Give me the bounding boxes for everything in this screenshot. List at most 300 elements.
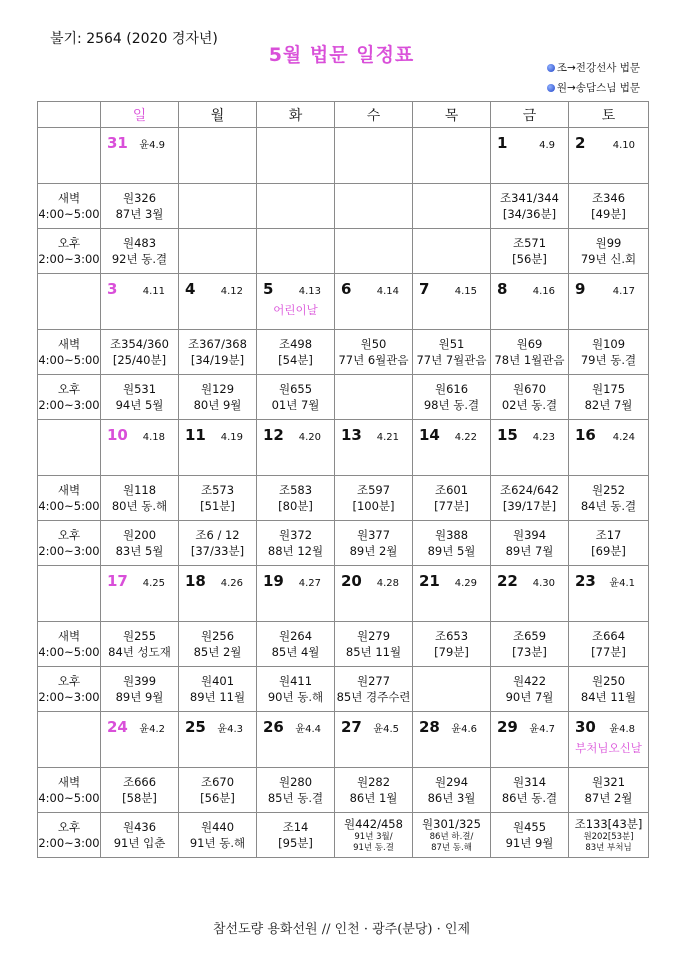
dawn-row (38, 476, 649, 521)
talk-line: 원250 (591, 674, 626, 688)
talk-line: 85년 4월 (271, 645, 320, 659)
talk-cell (257, 813, 335, 858)
day-number: 27 (341, 718, 362, 736)
day-cell (413, 712, 491, 768)
day-number: 11 (185, 426, 206, 444)
talk-line: 원372 (278, 528, 313, 542)
talk-cell (569, 622, 649, 667)
day-cell (413, 128, 491, 184)
day-cell (335, 128, 413, 184)
talk-line: 85년 동.결 (267, 791, 324, 805)
talk-line: 원440 (200, 820, 235, 834)
day-head (101, 274, 178, 298)
weekday-header: 금 (491, 102, 569, 128)
pm-row (38, 667, 649, 712)
lunar-date: 4.12 (220, 286, 243, 297)
day-number: 24 (107, 718, 128, 736)
holiday-label: 어린이날 (273, 303, 318, 317)
talk-line: 원277 (356, 674, 391, 688)
talk-line: 조666 (122, 775, 157, 789)
talk-cell (257, 521, 335, 566)
day-cell (491, 274, 569, 330)
talk-line: 85년 2월 (193, 645, 242, 659)
talk-cell (413, 768, 491, 813)
talk-line: 89년 7월 (505, 544, 554, 558)
talk-line: 원455 (512, 820, 547, 834)
talk-cell (413, 476, 491, 521)
talk-cell (179, 375, 257, 420)
talk-line: 원202[53분] (583, 832, 634, 842)
talk-line: 조354/360 (110, 337, 169, 351)
day-head (491, 566, 568, 590)
talk-cell (101, 476, 179, 521)
talk-line: 원109 (591, 337, 626, 351)
day-cell (179, 420, 257, 476)
talk-line: 원394 (512, 528, 547, 542)
weekday-header: 일 (101, 102, 179, 128)
dawn-row (38, 184, 649, 229)
pm-row (38, 375, 649, 420)
day-number: 31 (107, 134, 128, 152)
day-number: 25 (185, 718, 206, 736)
lunar-date: 4.16 (532, 286, 555, 297)
day-cell (257, 128, 335, 184)
talk-cell (335, 375, 413, 420)
talk-cell (491, 184, 569, 229)
day-cell (569, 274, 649, 330)
talk-cell (101, 330, 179, 375)
pm-row-label (38, 667, 101, 712)
talk-cell (335, 768, 413, 813)
day-head (335, 274, 412, 298)
talk-cell (101, 184, 179, 229)
talk-cell (491, 476, 569, 521)
talk-line: [100분] (352, 499, 395, 513)
talk-line: 80년 동.해 (111, 499, 168, 513)
lunar-date: 4.17 (612, 286, 635, 297)
legend (547, 58, 640, 98)
talk-cell (569, 768, 649, 813)
day-head (491, 128, 568, 152)
talk-line: 89년 2월 (349, 544, 398, 558)
talk-line: 원401 (200, 674, 235, 688)
talk-line: 원129 (200, 382, 235, 396)
talk-cell (335, 521, 413, 566)
talk-line: 90년 동.해 (267, 690, 324, 704)
day-number: 4 (185, 280, 196, 298)
day-head (569, 420, 648, 444)
row-label-line: 2:00~3:00 (38, 544, 100, 558)
legend-label: 조→전강선사 법문 (556, 62, 640, 74)
talk-line: 91년 9월 (505, 836, 554, 850)
talk-cell (101, 229, 179, 274)
legend-item (547, 78, 640, 98)
lunar-date: 4.19 (220, 432, 243, 443)
day-number: 13 (341, 426, 362, 444)
talk-line: 조597 (356, 483, 391, 497)
talk-cell (335, 184, 413, 229)
talk-line: 79년 동.결 (580, 353, 637, 367)
day-cell (413, 274, 491, 330)
day-cell (101, 420, 179, 476)
talk-line: 82년 7월 (584, 398, 633, 412)
talk-line: 원279 (356, 629, 391, 643)
day-head (569, 128, 648, 152)
row-label-line: 새벽 (57, 337, 81, 351)
talk-line: 85년 11월 (345, 645, 402, 659)
talk-line: 원99 (595, 236, 622, 250)
day-number: 8 (497, 280, 508, 298)
talk-line: 원252 (591, 483, 626, 497)
talk-line: 조341/344 (500, 191, 559, 205)
talk-cell (101, 813, 179, 858)
talk-cell (491, 622, 569, 667)
lunar-date: 윤4.5 (373, 724, 399, 735)
day-head (413, 274, 490, 298)
pm-row (38, 229, 649, 274)
day-head (257, 128, 334, 134)
talk-line: 원118 (122, 483, 157, 497)
talk-cell (413, 521, 491, 566)
date-row (38, 420, 649, 476)
talk-line: 84년 동.결 (580, 499, 637, 513)
talk-line: 91년 동.해 (189, 836, 246, 850)
talk-cell (413, 229, 491, 274)
talk-line: [51분] (200, 499, 235, 513)
day-cell (179, 274, 257, 330)
lunar-date: 4.20 (298, 432, 321, 443)
talk-cell (335, 229, 413, 274)
talk-cell (413, 813, 491, 858)
talk-cell (569, 521, 649, 566)
talk-line: [77분] (591, 645, 626, 659)
day-number: 2 (575, 134, 586, 152)
talk-line: [77분] (434, 499, 469, 513)
talk-cell (491, 768, 569, 813)
day-cell (101, 712, 179, 768)
row-label-line: 4:00~5:00 (38, 499, 100, 513)
day-head (257, 420, 334, 444)
talk-line: 80년 9월 (193, 398, 242, 412)
talk-cell (257, 229, 335, 274)
day-cell (491, 128, 569, 184)
row-label-line: 2:00~3:00 (38, 690, 100, 704)
day-head (257, 274, 334, 298)
talk-line: [95분] (278, 836, 313, 850)
weekday-header-row (38, 102, 649, 128)
talk-cell (335, 476, 413, 521)
day-head (335, 712, 412, 736)
talk-line: 조659 (512, 629, 547, 643)
year-line: 불기: 2564 (2020 경자년) (50, 31, 218, 47)
talk-line: 77년 6월관음 (338, 353, 409, 367)
talk-line: 원314 (512, 775, 547, 789)
lunar-date: 4.10 (612, 140, 635, 151)
day-head (335, 566, 412, 590)
talk-line: 조601 (434, 483, 469, 497)
talk-line: 01년 7월 (271, 398, 320, 412)
talk-cell (335, 330, 413, 375)
talk-line: 83년 부처님 (585, 843, 632, 853)
talk-line: 원616 (434, 382, 469, 396)
lunar-date: 4.13 (298, 286, 321, 297)
talk-line: 89년 9월 (115, 690, 164, 704)
day-number: 30 (575, 718, 596, 736)
lunar-date: 윤4.4 (295, 724, 321, 735)
talk-line: 조367/368 (188, 337, 247, 351)
row-label-empty (38, 128, 101, 184)
day-head (569, 566, 648, 590)
dawn-row (38, 330, 649, 375)
day-head (179, 566, 256, 590)
dawn-row-label (38, 768, 101, 813)
day-number: 9 (575, 280, 586, 298)
talk-line: 원670 (512, 382, 547, 396)
lunar-date: 윤4.8 (609, 724, 635, 735)
lunar-date: 4.29 (454, 578, 477, 589)
talk-line: 89년 11월 (189, 690, 246, 704)
lunar-date: 4.24 (612, 432, 635, 443)
talk-line: 원326 (122, 191, 157, 205)
talk-cell (413, 622, 491, 667)
dawn-row-label (38, 622, 101, 667)
row-label-line: 오후 (57, 382, 81, 396)
day-cell (413, 420, 491, 476)
lunar-date: 4.21 (376, 432, 399, 443)
talk-cell (179, 667, 257, 712)
day-number: 23 (575, 572, 596, 590)
lunar-date: 4.11 (142, 286, 165, 297)
lunar-date: 4.28 (376, 578, 399, 589)
talk-line: 원282 (356, 775, 391, 789)
row-label-line: 2:00~3:00 (38, 252, 100, 266)
day-head (569, 274, 648, 298)
talk-line: 원411 (278, 674, 313, 688)
talk-line: 조653 (434, 629, 469, 643)
talk-cell (491, 229, 569, 274)
day-cell (179, 566, 257, 622)
talk-line: 원436 (122, 820, 157, 834)
row-label-line: 새벽 (57, 629, 81, 643)
talk-line: 91년 3월/ (354, 832, 393, 842)
day-head (413, 128, 490, 134)
legend-item (547, 58, 640, 78)
talk-line: 원255 (122, 629, 157, 643)
talk-line: 91년 입춘 (113, 836, 166, 850)
blue-dot-icon (547, 64, 555, 72)
talk-line: 조346 (591, 191, 626, 205)
dawn-row-label (38, 330, 101, 375)
day-head (179, 420, 256, 444)
pm-row (38, 813, 649, 858)
talk-line: 조498 (278, 337, 313, 351)
pm-row (38, 521, 649, 566)
row-label-line: 새벽 (57, 191, 81, 205)
talk-line: [56분] (512, 252, 547, 266)
talk-line: [58분] (122, 791, 157, 805)
day-number: 6 (341, 280, 352, 298)
talk-cell (569, 330, 649, 375)
talk-line: [80분] (278, 499, 313, 513)
talk-line: 원50 (360, 337, 387, 351)
day-head (413, 566, 490, 590)
talk-line: 77년 7월관음 (416, 353, 487, 367)
day-head (491, 420, 568, 444)
talk-cell (413, 184, 491, 229)
talk-line: 89년 5월 (427, 544, 476, 558)
talk-cell (569, 184, 649, 229)
lunar-date: 4.9 (539, 140, 555, 151)
talk-cell (101, 375, 179, 420)
footer: 참선도량 용화선원 // 인천 · 광주(분당) · 인제 (212, 922, 471, 937)
talk-cell (569, 813, 649, 858)
day-head (179, 128, 256, 134)
day-cell (335, 420, 413, 476)
talk-line: [49분] (591, 207, 626, 221)
talk-line: 원256 (200, 629, 235, 643)
talk-cell (101, 768, 179, 813)
day-cell (335, 274, 413, 330)
row-label-line: 오후 (57, 674, 81, 688)
row-label-line: 2:00~3:00 (38, 398, 100, 412)
talk-cell (335, 622, 413, 667)
day-head (491, 274, 568, 298)
talk-cell (179, 184, 257, 229)
day-number: 28 (419, 718, 440, 736)
day-head (101, 128, 178, 152)
day-cell (335, 712, 413, 768)
talk-line: 79년 신.회 (580, 252, 637, 266)
day-cell (569, 566, 649, 622)
day-cell (413, 566, 491, 622)
day-head (335, 420, 412, 444)
talk-line: [25/40분] (112, 353, 167, 367)
talk-line: 86년 3월 (427, 791, 476, 805)
date-row (38, 128, 649, 184)
talk-line: 원399 (122, 674, 157, 688)
talk-cell (257, 768, 335, 813)
day-number: 18 (185, 572, 206, 590)
talk-line: 원442/458 (344, 817, 403, 831)
talk-cell (569, 375, 649, 420)
talk-line: 94년 5월 (115, 398, 164, 412)
talk-line: 원264 (278, 629, 313, 643)
talk-line: 조17 (595, 528, 622, 542)
talk-line: 86년 하.결/ (429, 832, 474, 842)
row-label-empty (38, 566, 101, 622)
dawn-row-label (38, 476, 101, 521)
talk-cell (257, 375, 335, 420)
day-number: 10 (107, 426, 128, 444)
lunar-date: 윤4.7 (529, 724, 555, 735)
talk-cell (179, 622, 257, 667)
legend-label: 원→송담스님 법문 (556, 82, 640, 94)
day-number: 1 (497, 134, 508, 152)
dawn-row (38, 768, 649, 813)
lunar-date: 4.27 (298, 578, 321, 589)
talk-cell (491, 667, 569, 712)
talk-line: 원51 (438, 337, 465, 351)
talk-cell (569, 229, 649, 274)
day-number: 26 (263, 718, 284, 736)
talk-cell (179, 229, 257, 274)
day-head (335, 128, 412, 134)
talk-line: [37/33분] (190, 544, 245, 558)
talk-line: 87년 동.해 (431, 843, 472, 853)
lunar-date: 4.23 (532, 432, 555, 443)
talk-line: [69분] (591, 544, 626, 558)
talk-cell (179, 521, 257, 566)
day-cell (569, 128, 649, 184)
schedule-table (37, 101, 649, 858)
date-row (38, 274, 649, 330)
dawn-row-label (38, 184, 101, 229)
talk-cell (569, 667, 649, 712)
day-number: 3 (107, 280, 118, 298)
row-label-line: 오후 (57, 820, 81, 834)
lunar-date: 윤4.2 (139, 724, 165, 735)
talk-cell (101, 667, 179, 712)
lunar-date: 4.15 (454, 286, 477, 297)
day-number: 5 (263, 280, 274, 298)
talk-line: 85년 경주수련 (336, 690, 411, 704)
day-head (101, 712, 178, 736)
talk-line: 조14 (282, 820, 309, 834)
day-head (179, 274, 256, 298)
day-cell (335, 566, 413, 622)
day-number: 20 (341, 572, 362, 590)
talk-line: 조573 (200, 483, 235, 497)
day-number: 16 (575, 426, 596, 444)
talk-line: 조624/642 (500, 483, 559, 497)
talk-cell (413, 375, 491, 420)
talk-line: 78년 1월관음 (494, 353, 565, 367)
talk-line: 원301/325 (422, 817, 481, 831)
talk-line: 원175 (591, 382, 626, 396)
talk-cell (257, 476, 335, 521)
day-cell (179, 712, 257, 768)
talk-cell (491, 813, 569, 858)
row-label-line: 2:00~3:00 (38, 836, 100, 850)
talk-line: 02년 동.결 (501, 398, 558, 412)
row-label-line: 새벽 (57, 775, 81, 789)
talk-cell (335, 667, 413, 712)
day-head (413, 420, 490, 444)
talk-line: 84년 11월 (580, 690, 637, 704)
talk-line: [79분] (434, 645, 469, 659)
day-number: 19 (263, 572, 284, 590)
day-head (569, 712, 648, 736)
talk-line: 92년 동.결 (111, 252, 168, 266)
row-label-line: 4:00~5:00 (38, 645, 100, 659)
talk-cell (101, 622, 179, 667)
weekday-header: 월 (179, 102, 257, 128)
pm-row-label (38, 521, 101, 566)
talk-line: 86년 동.결 (501, 791, 558, 805)
weekday-header: 수 (335, 102, 413, 128)
lunar-date: 4.30 (532, 578, 555, 589)
talk-line: 조664 (591, 629, 626, 643)
row-label-line: 오후 (57, 528, 81, 542)
day-cell (491, 566, 569, 622)
lunar-date: 4.14 (376, 286, 399, 297)
lunar-date: 4.18 (142, 432, 165, 443)
talk-line: [34/19분] (190, 353, 245, 367)
talk-cell (179, 813, 257, 858)
talk-line: 87년 2월 (584, 791, 633, 805)
talk-cell (257, 184, 335, 229)
day-number: 15 (497, 426, 518, 444)
